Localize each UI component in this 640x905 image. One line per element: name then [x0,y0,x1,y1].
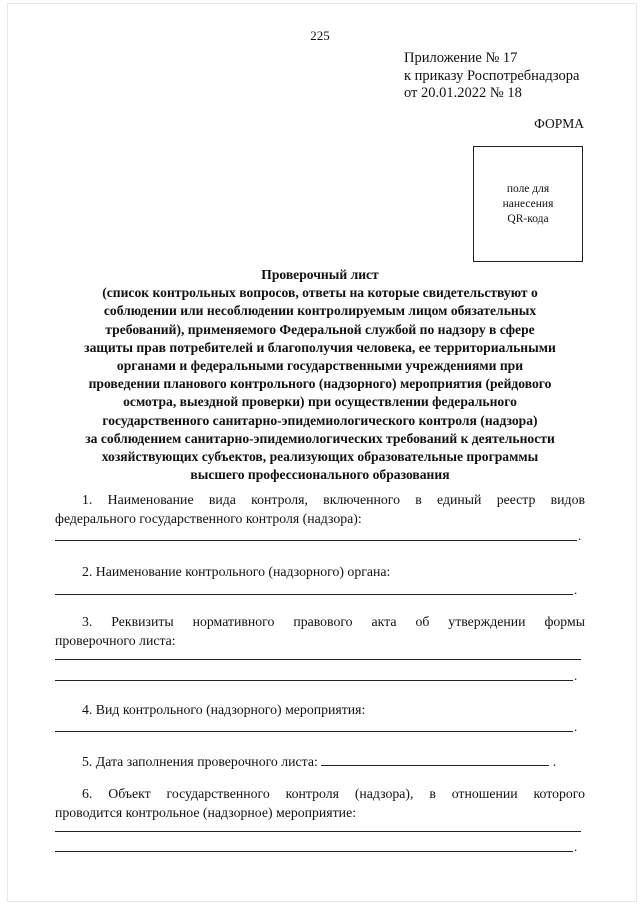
item-2 [55,562,585,581]
item-1 [55,490,585,528]
appendix-line-2: к приказу Роспотребнадзора [404,67,580,84]
item-6-answer-field-2[interactable] [55,851,573,852]
item-6-answer-field-1[interactable] [55,831,581,832]
item-5-label: 5. Дата заполнения проверочного листа: [82,754,318,769]
item-5-answer-field[interactable] [321,764,549,766]
item-6 [55,784,585,822]
page-number: 225 [310,28,330,43]
item-3-line-2: проверочного листа: [55,633,176,648]
title-line: органами и федеральными государственными учреждениями при [116,358,524,374]
item-5 [55,752,585,771]
qr-caption-line-2: нанесения [502,197,554,210]
qr-code-field [473,146,583,262]
qr-caption-line-3: QR-кода [507,212,549,225]
item-3-line-1: 3. Реквизиты нормативного правового акта об утверждении формы [82,614,585,629]
title-line: соблюдении или несоблюдении контролируемым лицом обязательных [103,303,537,319]
item-3-line-end: . [574,668,578,683]
item-4-line-1: 4. Вид контрольного (надзорного) мероприятия: [82,702,366,717]
qr-code-field-caption [493,182,563,227]
title-line: государственного санитарно-эпидемиологического контроля (надзора) [102,412,538,428]
title-line: (список контрольных вопросов, ответы на которые свидетельствуют о [102,285,538,301]
item-1-line-2: федерального государственного контроля (надзора): [55,511,362,526]
item-6-line-end: . [574,839,578,854]
title-line: высшего профессионального образования [190,467,450,483]
item-1-line-end: . [578,528,582,543]
item-4-answer-field[interactable] [55,731,573,732]
item-5-line [55,752,585,771]
item-3-answer-field-1[interactable] [55,659,581,660]
item-4-line-end: . [574,719,578,734]
item-6-line-1: 6. Объект государственного контроля (надзора), в отношении которого [82,786,585,801]
appendix-header [404,50,579,103]
item-2-line-end: . [574,582,578,597]
item-1-answer-field[interactable] [55,540,577,541]
item-1-line-1: 1. Наименование вида контроля, включенного в единый реестр видов [82,492,585,507]
title-line: требований), применяемого Федеральной службой по надзору в сфере [105,321,535,337]
item-3-answer-field-2[interactable] [55,680,573,681]
item-2-answer-field[interactable] [55,594,573,595]
appendix-line-1: Приложение № 17 [404,50,518,66]
item-4 [55,700,585,719]
item-2-line-1: 2. Наименование контрольного (надзорного) органа: [82,564,391,579]
item-6-line-2: проводится контрольное (надзорное) мероприятие: [55,805,357,820]
title-line: хозяйствующих субъектов, реализующих образовательные программы [101,449,539,465]
title-line: осмотра, выездной проверки) при осуществлении федерального [123,394,517,410]
appendix-line-3: от 20.01.2022 № 18 [404,85,522,101]
title-line: защиты прав потребителей и благополучия человека, ее территориальными [84,339,556,355]
item-3 [55,612,585,650]
document-title [50,266,590,484]
title-line: проведении планового контрольного (надзорного) мероприятия (рейдового [88,376,552,392]
form-label: ФОРМА [534,116,584,131]
title-line: за соблюдением санитарно-эпидемиологических требований к деятельности [85,430,555,446]
title-line: Проверочный лист [261,267,379,282]
qr-caption-line-1: поле для [506,182,550,195]
item-5-line-end: . [552,754,557,769]
